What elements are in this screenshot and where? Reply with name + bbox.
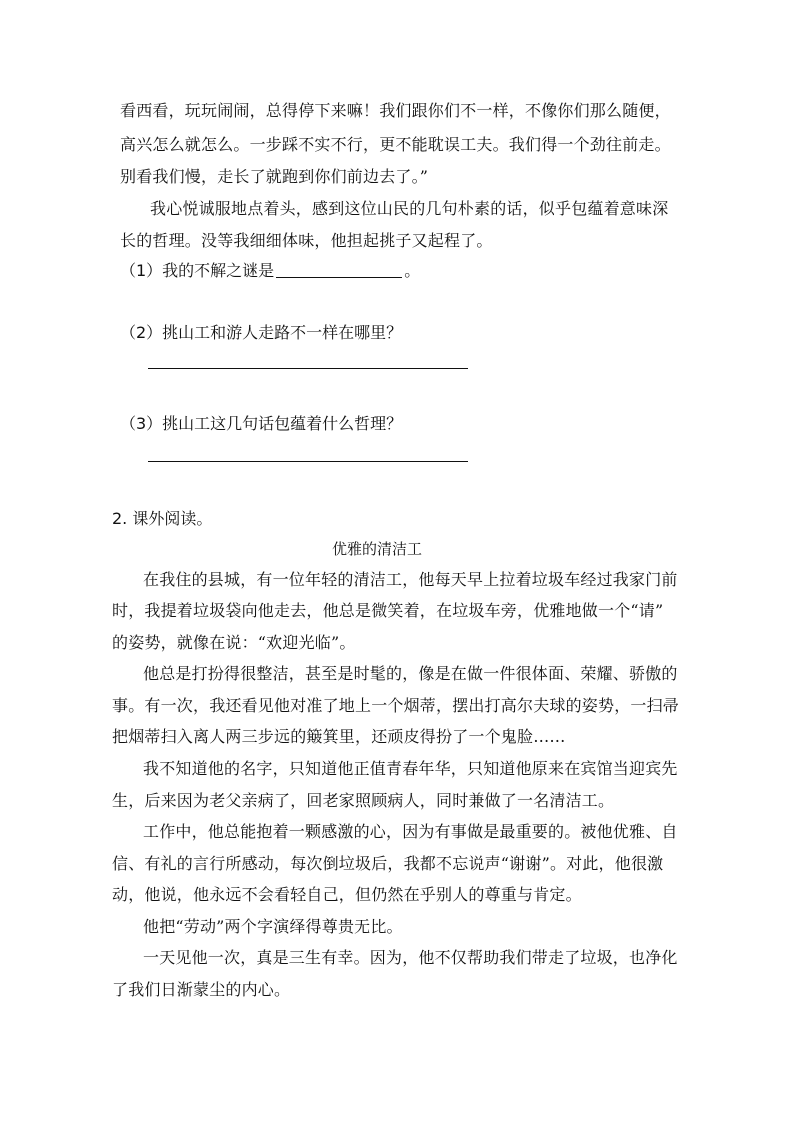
question-1-prompt: （1）我的不解之谜是 — [120, 261, 275, 280]
passage1-line-3: 别看我们慢，走长了就跑到你们前边去了。” — [120, 167, 429, 186]
question-3-answer-line[interactable] — [148, 461, 468, 462]
article-line-2: 时，我提着垃圾袋向他走去，他总是微笑着，在垃圾车旁，优雅地做一个“请” — [112, 601, 664, 620]
passage1-line-5: 长的哲理。没等我细细体味，他担起挑子又起程了。 — [120, 231, 493, 250]
section-2-heading: 2. 课外阅读。 — [112, 509, 213, 528]
article-line-14: 了我们日渐蒙尘的内心。 — [112, 980, 291, 999]
question-2: （2）挑山工和游人走路不一样在哪里？ — [120, 323, 403, 342]
article-title: 优雅的清洁工 — [332, 540, 423, 558]
article-line-6: 把烟蒂扫入离人两三步远的簸箕里，还顽皮得扮了一个鬼脸…… — [112, 727, 566, 746]
article-line-7: 我不知道他的名字，只知道他正值青春年华，只知道他原来在宾馆当迎宾先 — [143, 759, 678, 778]
article-line-3: 的姿势，就像在说：“欢迎光临”。 — [112, 633, 356, 652]
article-line-4: 他总是打扮得很整洁，甚至是时髦的，像是在做一件很体面、荣耀、骄傲的 — [143, 664, 678, 683]
passage1-line-4: 我心悦诚服地点着头，感到这位山民的几句朴素的话，似乎包蕴着意味深 — [150, 199, 669, 218]
question-2-answer-line[interactable] — [148, 368, 468, 369]
passage1-line-2: 高兴怎么就怎么。一步踩不实不行，更不能耽误工夫。我们得一个劲往前走。 — [120, 135, 671, 154]
article-line-1: 在我住的县城，有一位年轻的清洁工，他每天早上拉着垃圾车经过我家门前 — [143, 570, 678, 589]
article-line-8: 生，后来因为老父亲病了，回老家照顾病人，同时兼做了一名清洁工。 — [112, 791, 615, 810]
article-line-13: 一天见他一次，真是三生有幸。因为，他不仅帮助我们带走了垃圾，也净化 — [143, 948, 678, 967]
question-1-answer-blank[interactable] — [276, 261, 402, 278]
article-line-11: 动，他说，他永远不会看轻自己，但仍然在乎别人的尊重与肯定。 — [112, 885, 582, 904]
article-line-10: 信、有礼的言行所感动，每次倒垃圾后，我都不忘说声“谢谢”。对此，他很激 — [112, 854, 664, 873]
passage1-line-1: 看西看，玩玩闹闹，总得停下来嘛！我们跟你们不一样，不像你们那么随便， — [120, 101, 671, 120]
article-line-5: 事。有一次，我还看见他对准了地上一个烟蒂，摆出打高尔夫球的姿势，一扫帚 — [112, 696, 680, 715]
question-3: （3）挑山工这几句话包蕴着什么哲理？ — [120, 414, 403, 433]
question-1 — [120, 261, 420, 281]
question-1-suffix: 。 — [404, 261, 421, 280]
article-line-12: 他把“劳动”两个字演绎得尊贵无比。 — [143, 917, 403, 936]
article-line-9: 工作中，他总能抱着一颗感激的心，因为有事做是最重要的。被他优雅、自 — [143, 822, 678, 841]
